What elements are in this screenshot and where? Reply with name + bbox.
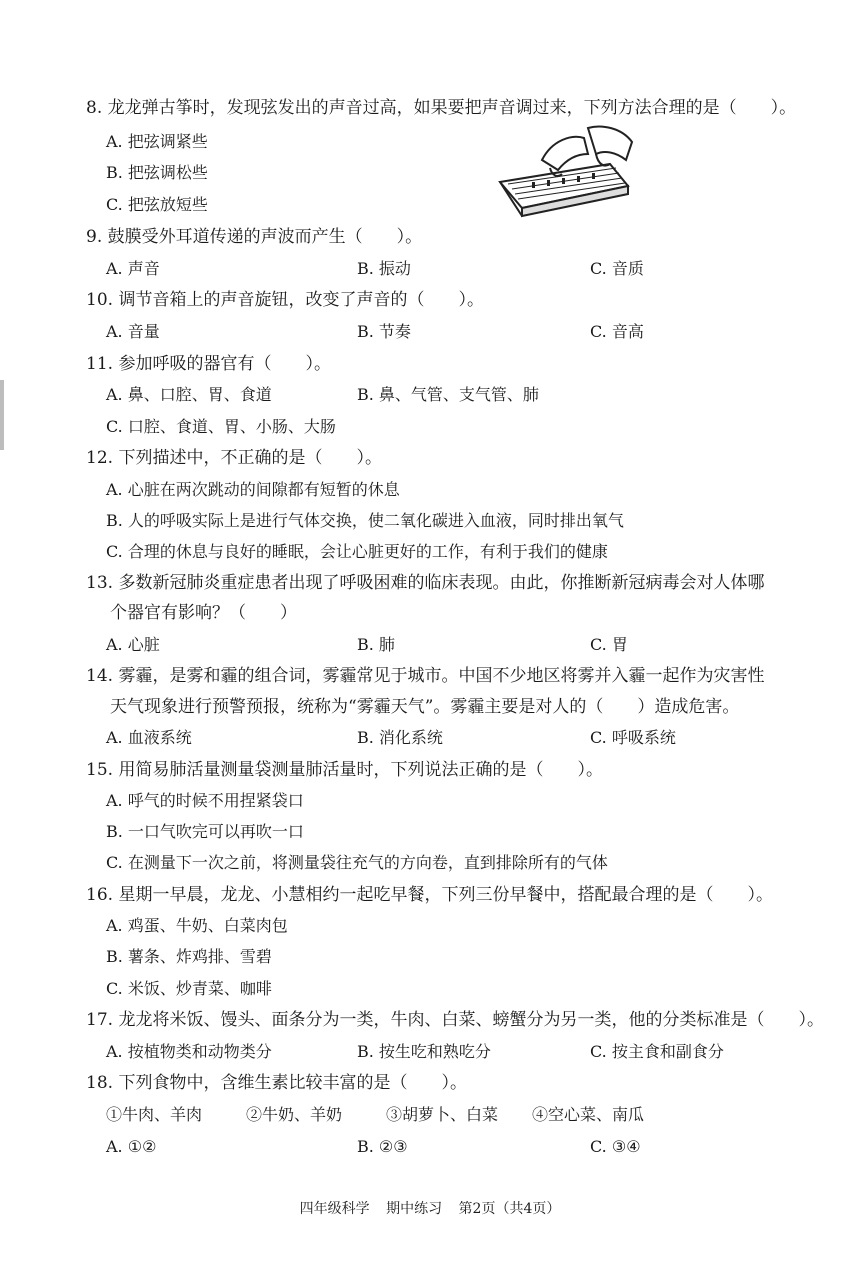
question-12-option-b: B. 人的呼吸实际上是进行气体交换，使二氧化碳进入血液，同时排出氧气 [106,511,624,530]
question-15-option-c: C. 在测量下一次之前，将测量袋往充气的方向卷，直到排除所有的气体 [106,853,608,872]
question-14-stem: 14. 雾霾，是雾和霾的组合词，雾霾常见于城市。中国不少地区将雾并入霾一起作为灾害性 [86,666,765,686]
question-18-item-3: ③胡萝卜、白菜 [386,1105,499,1124]
question-18-item-1: ①牛肉、羊肉 [106,1105,203,1124]
question-18-option-b: B. ②③ [357,1137,408,1156]
guzheng-illustration [492,120,640,220]
question-10-stem: 10. 调节音箱上的声音旋钮，改变了声音的（ ）。 [86,290,484,310]
question-14-stem-continued: 天气现象进行预警预报，统称为“雾霾天气”。雾霾主要是对人的（ ）造成危害。 [110,697,740,717]
question-16-stem: 16. 星期一早晨，龙龙、小慧相约一起吃早餐，下列三份早餐中，搭配最合理的是（ ）。 [86,885,773,905]
question-11-option-a: A. 鼻、口腔、胃、食道 [106,385,272,404]
question-11-stem: 11. 参加呼吸的器官有（ ）。 [86,354,331,374]
question-13-stem: 13. 多数新冠肺炎重症患者出现了呼吸困难的临床表现。由此，你推断新冠病毒会对人体哪 [86,573,765,593]
question-18-option-c: C. ③④ [590,1137,641,1156]
question-18-stem: 18. 下列食物中，含维生素比较丰富的是（ ）。 [86,1073,467,1093]
question-16-option-a: A. 鸡蛋、牛奶、白菜肉包 [106,916,288,935]
question-8-option-c: C. 把弦放短些 [106,195,208,214]
question-14-option-a: A. 血液系统 [106,728,192,747]
question-18-item-4: ④空心菜、南瓜 [532,1105,645,1124]
question-17-stem: 17. 龙龙将米饭、馒头、面条分为一类，牛肉、白菜、螃蟹分为另一类，他的分类标准是（ ）。 [86,1010,824,1030]
question-12-stem: 12. 下列描述中，不正确的是（ ）。 [86,448,382,468]
question-8-stem: 8. 龙龙弹古筝时，发现弦发出的声音过高，如果要把声音调过来，下列方法合理的是（ ）。 [86,98,797,118]
page-footer [0,1200,860,1218]
question-15-stem: 15. 用简易肺活量测量袋测量肺活量时，下列说法正确的是（ ）。 [86,760,603,780]
question-15-option-b: B. 一口气吹完可以再吹一口 [106,822,304,841]
question-9-option-b: B. 振动 [357,259,411,278]
scan-edge-mark [0,380,4,450]
question-11-option-b: B. 鼻、气管、支气管、肺 [357,385,539,404]
question-11-option-c: C. 口腔、食道、胃、小肠、大肠 [106,417,336,436]
question-13-option-a: A. 心脏 [106,635,160,654]
question-12-option-c: C. 合理的休息与良好的睡眠，会让心脏更好的工作，有利于我们的健康 [106,542,608,561]
question-13-option-c: C. 胃 [590,635,628,654]
question-14-option-b: B. 消化系统 [357,728,443,747]
question-16-option-b: B. 薯条、炸鸡排、雪碧 [106,947,272,966]
footer-page-number: 第2页（共4页） [458,1201,561,1217]
question-10-option-b: B. 节奏 [357,322,411,341]
question-12-option-a: A. 心脏在两次跳动的间隙都有短暂的休息 [106,480,400,499]
question-9-option-a: A. 声音 [106,259,160,278]
question-8-option-a: A. 把弦调紧些 [106,132,208,151]
question-18-item-2: ②牛奶、羊奶 [246,1105,343,1124]
question-10-option-c: C. 音高 [590,322,644,341]
footer-grade: 四年级科学 [299,1201,370,1217]
question-17-option-b: B. 按生吃和熟吃分 [357,1042,491,1061]
question-13-stem-continued: 个器官有影响？（ ） [110,603,297,623]
question-18-option-a: A. ①② [106,1137,157,1156]
question-16-option-c: C. 米饭、炒青菜、咖啡 [106,979,272,998]
question-14-option-c: C. 呼吸系统 [590,728,676,747]
question-13-option-b: B. 肺 [357,635,395,654]
question-17-option-c: C. 按主食和副食分 [590,1042,724,1061]
question-17-option-a: A. 按植物类和动物类分 [106,1042,272,1061]
question-10-option-a: A. 音量 [106,322,160,341]
question-9-stem: 9. 鼓膜受外耳道传递的声波而产生（ ）。 [86,227,423,247]
question-8-option-b: B. 把弦调松些 [106,163,208,182]
footer-exam: 期中练习 [386,1201,443,1217]
question-15-option-a: A. 呼气的时候不用捏紧袋口 [106,791,304,810]
question-9-option-c: C. 音质 [590,259,644,278]
